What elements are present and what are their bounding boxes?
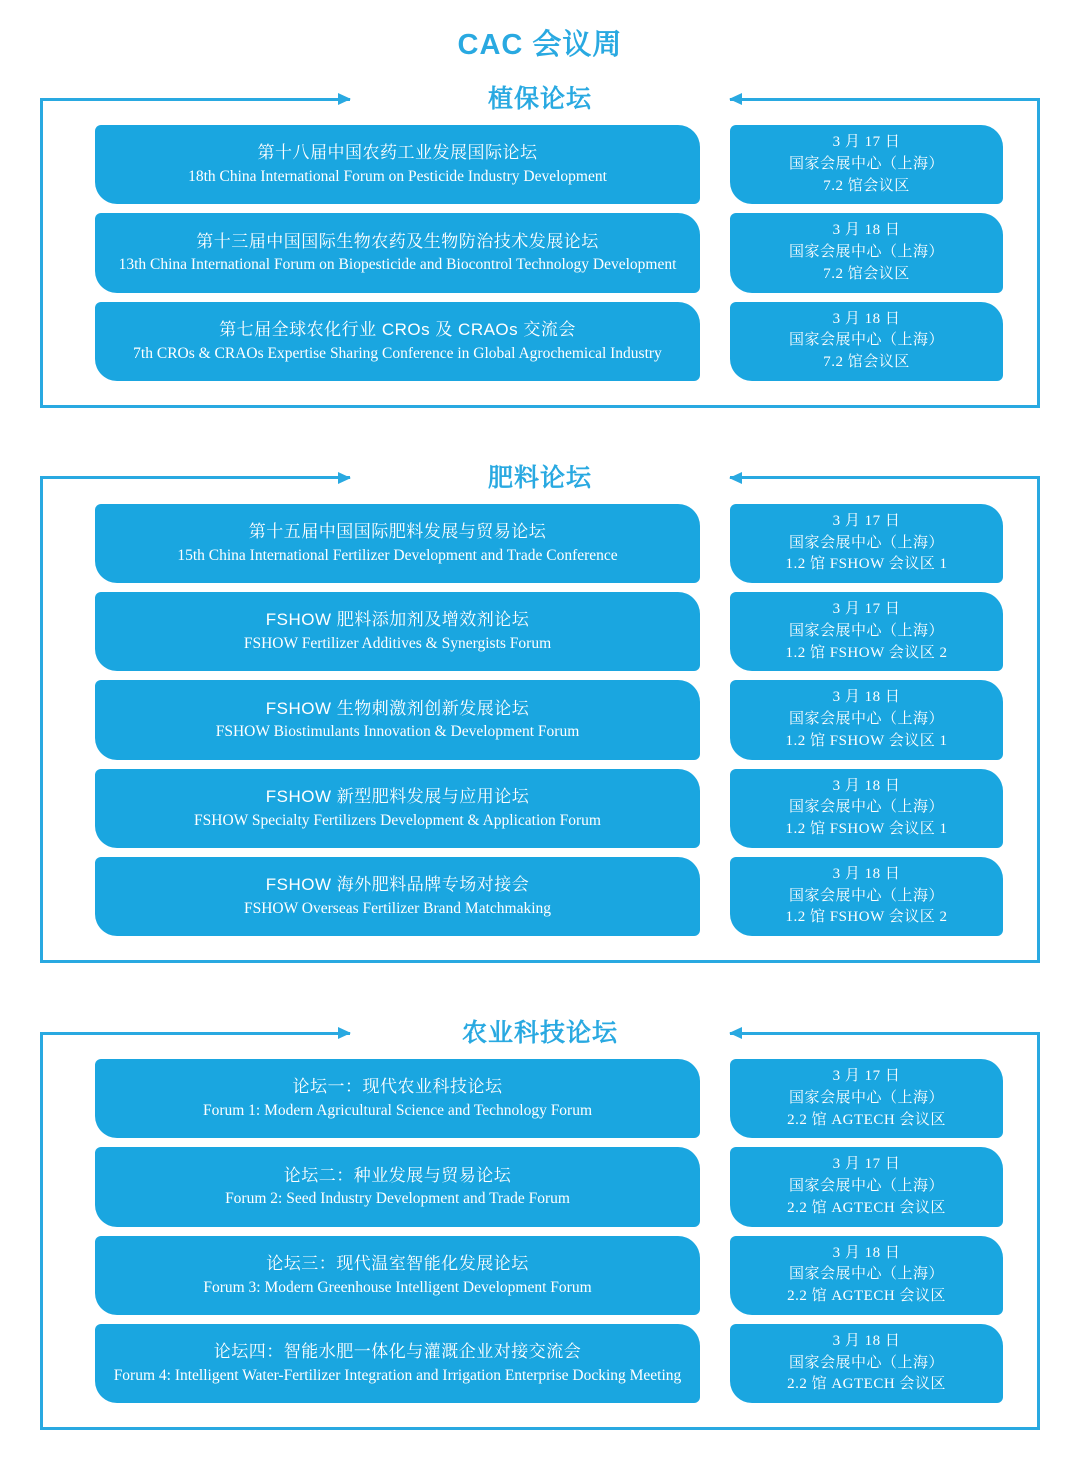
event-title-zh: 第十八届中国农药工业发展国际论坛 — [257, 143, 538, 163]
forum-row — [95, 213, 1003, 292]
event-title-zh: FSHOW 海外肥料品牌专场对接会 — [265, 875, 530, 895]
forum-row — [95, 504, 1003, 583]
venue-text: 国家会展中心（上海） — [788, 622, 944, 639]
section-header — [40, 82, 1040, 116]
venue-text: 国家会展中心（上海） — [788, 799, 944, 816]
section-header — [40, 1016, 1040, 1050]
arrow-left-icon — [730, 98, 1040, 101]
forum-row — [95, 1236, 1003, 1315]
event-title-en: 15th China International Fertilizer Development and Trade Conference — [177, 546, 618, 564]
event-title-zh: 第十三届中国国际生物农药及生物防治技术发展论坛 — [196, 231, 599, 251]
date-box — [730, 592, 1003, 671]
event-title-zh: 论坛一：现代农业科技论坛 — [292, 1077, 503, 1097]
hall-text: 2.2 馆 AGTECH 会议区 — [787, 1376, 946, 1393]
venue-text: 国家会展中心（上海） — [788, 1266, 944, 1283]
forum-row — [95, 302, 1003, 381]
forum-row — [95, 125, 1003, 204]
venue-text: 国家会展中心（上海） — [788, 887, 944, 904]
venue-text: 国家会展中心（上海） — [788, 155, 944, 172]
forum-row — [95, 1324, 1003, 1403]
hall-text: 1.2 馆 FSHOW 会议区 2 — [785, 644, 948, 661]
event-title-zh: 论坛三：现代温室智能化发展论坛 — [266, 1253, 529, 1273]
hall-text: 2.2 馆 AGTECH 会议区 — [787, 1111, 946, 1128]
event-box — [95, 504, 700, 583]
event-title-zh: FSHOW 新型肥料发展与应用论坛 — [265, 786, 530, 806]
date-text: 3 月 17 日 — [832, 1156, 901, 1173]
date-text: 3 月 17 日 — [832, 512, 901, 529]
arrow-left-icon — [730, 1032, 1040, 1035]
event-title-en: 13th China International Forum on Biopesticide and Biocontrol Technology Development — [118, 256, 677, 274]
section-fertilizer-forum — [40, 463, 1040, 963]
event-box — [95, 1324, 700, 1403]
date-box — [730, 1236, 1003, 1315]
event-title-zh: FSHOW 生物刺激剂创新发展论坛 — [265, 698, 530, 718]
arrow-right-icon — [40, 1032, 350, 1035]
date-box — [730, 302, 1003, 381]
event-title-zh: 第七届全球农化行业 CROs 及 CRAOs 交流会 — [219, 319, 576, 339]
date-text: 3 月 18 日 — [832, 865, 901, 882]
event-title-en: Forum 3: Modern Greenhouse Intelligent Development Forum — [203, 1278, 592, 1296]
event-title-en: FSHOW Biostimulants Innovation & Development Forum — [215, 723, 580, 741]
venue-text: 国家会展中心（上海） — [788, 711, 944, 727]
event-box — [95, 1236, 700, 1315]
hall-text: 7.2 馆会议区 — [823, 354, 910, 370]
event-box — [95, 125, 700, 204]
event-title-zh: FSHOW 肥料添加剂及增效剂论坛 — [265, 610, 530, 630]
event-title-zh: 第十五届中国国际肥料发展与贸易论坛 — [248, 522, 547, 542]
date-text: 3 月 18 日 — [832, 1332, 901, 1349]
section-title: 农业科技论坛 — [461, 1019, 618, 1047]
date-text: 3 月 18 日 — [832, 222, 901, 239]
event-title-en: FSHOW Specialty Fertilizers Development & Application Forum — [194, 811, 601, 829]
section-agtech-forum — [40, 1019, 1040, 1430]
section-plant-protection-forum — [40, 85, 1040, 408]
event-box — [95, 1147, 700, 1226]
event-title-en: 18th China International Forum on Pesticide Industry Development — [188, 168, 607, 186]
date-text: 3 月 18 日 — [832, 689, 901, 706]
event-title-zh: 论坛二：种业发展与贸易论坛 — [283, 1165, 512, 1185]
event-box — [95, 592, 700, 671]
forum-row — [95, 857, 1003, 936]
event-box — [95, 1059, 700, 1138]
arrow-right-icon — [40, 98, 350, 101]
hall-text: 1.2 馆 FSHOW 会议区 2 — [785, 909, 948, 926]
forum-row — [95, 592, 1003, 671]
arrow-left-icon — [730, 476, 1040, 479]
forum-row — [95, 769, 1003, 848]
forum-row — [95, 1147, 1003, 1226]
section-title: 植保论坛 — [487, 85, 592, 113]
venue-text: 国家会展中心（上海） — [788, 534, 944, 551]
event-title-en: Forum 4: Intelligent Water-Fertilizer Integration and Irrigation Enterprise Docking Meeting — [113, 1366, 682, 1384]
date-box — [730, 680, 1003, 759]
date-box — [730, 857, 1003, 936]
venue-text: 国家会展中心（上海） — [788, 1178, 944, 1194]
hall-text: 7.2 馆会议区 — [823, 265, 910, 282]
date-text: 3 月 17 日 — [832, 134, 901, 150]
event-title-zh: 论坛四：智能水肥一体化与灌溉企业对接交流会 — [213, 1342, 582, 1362]
event-box — [95, 680, 700, 759]
arrow-right-icon — [40, 476, 350, 479]
section-header — [40, 461, 1040, 495]
page-title: CAC 会议周 — [457, 29, 623, 61]
date-text: 3 月 18 日 — [832, 1244, 901, 1261]
venue-text: 国家会展中心（上海） — [788, 244, 944, 260]
event-title-en: FSHOW Overseas Fertilizer Brand Matchmaking — [243, 899, 552, 917]
venue-text: 国家会展中心（上海） — [788, 1354, 944, 1371]
venue-text: 国家会展中心（上海） — [788, 1089, 944, 1106]
hall-text: 1.2 馆 FSHOW 会议区 1 — [785, 556, 948, 573]
event-box — [95, 857, 700, 936]
hall-text: 2.2 馆 AGTECH 会议区 — [787, 1288, 946, 1304]
date-text: 3 月 18 日 — [832, 310, 901, 327]
section-title: 肥料论坛 — [487, 463, 592, 492]
forum-row — [95, 680, 1003, 759]
date-box — [730, 1324, 1003, 1403]
date-text: 3 月 17 日 — [832, 601, 901, 617]
event-title-en: Forum 2: Seed Industry Development and Trade Forum — [225, 1190, 570, 1208]
date-box — [730, 769, 1003, 848]
event-title-en: FSHOW Fertilizer Additives & Synergists Forum — [243, 635, 552, 653]
hall-text: 7.2 馆会议区 — [823, 177, 910, 194]
date-box — [730, 1147, 1003, 1226]
date-text: 3 月 18 日 — [832, 777, 901, 794]
venue-text: 国家会展中心（上海） — [788, 332, 944, 349]
event-box — [95, 302, 700, 381]
date-box — [730, 125, 1003, 204]
event-title-en: Forum 1: Modern Agricultural Science and Technology Forum — [202, 1102, 593, 1120]
date-text: 3 月 17 日 — [832, 1068, 901, 1084]
date-box — [730, 213, 1003, 292]
event-box — [95, 769, 700, 848]
event-box — [95, 213, 700, 292]
date-box — [730, 1059, 1003, 1138]
date-box — [730, 504, 1003, 583]
event-title-en: 7th CROs & CRAOs Expertise Sharing Conference in Global Agrochemical Industry — [133, 344, 662, 362]
hall-text: 1.2 馆 FSHOW 会议区 1 — [785, 732, 948, 749]
hall-text: 2.2 馆 AGTECH 会议区 — [787, 1199, 946, 1216]
hall-text: 1.2 馆 FSHOW 会议区 1 — [785, 821, 948, 837]
forum-row — [95, 1059, 1003, 1138]
